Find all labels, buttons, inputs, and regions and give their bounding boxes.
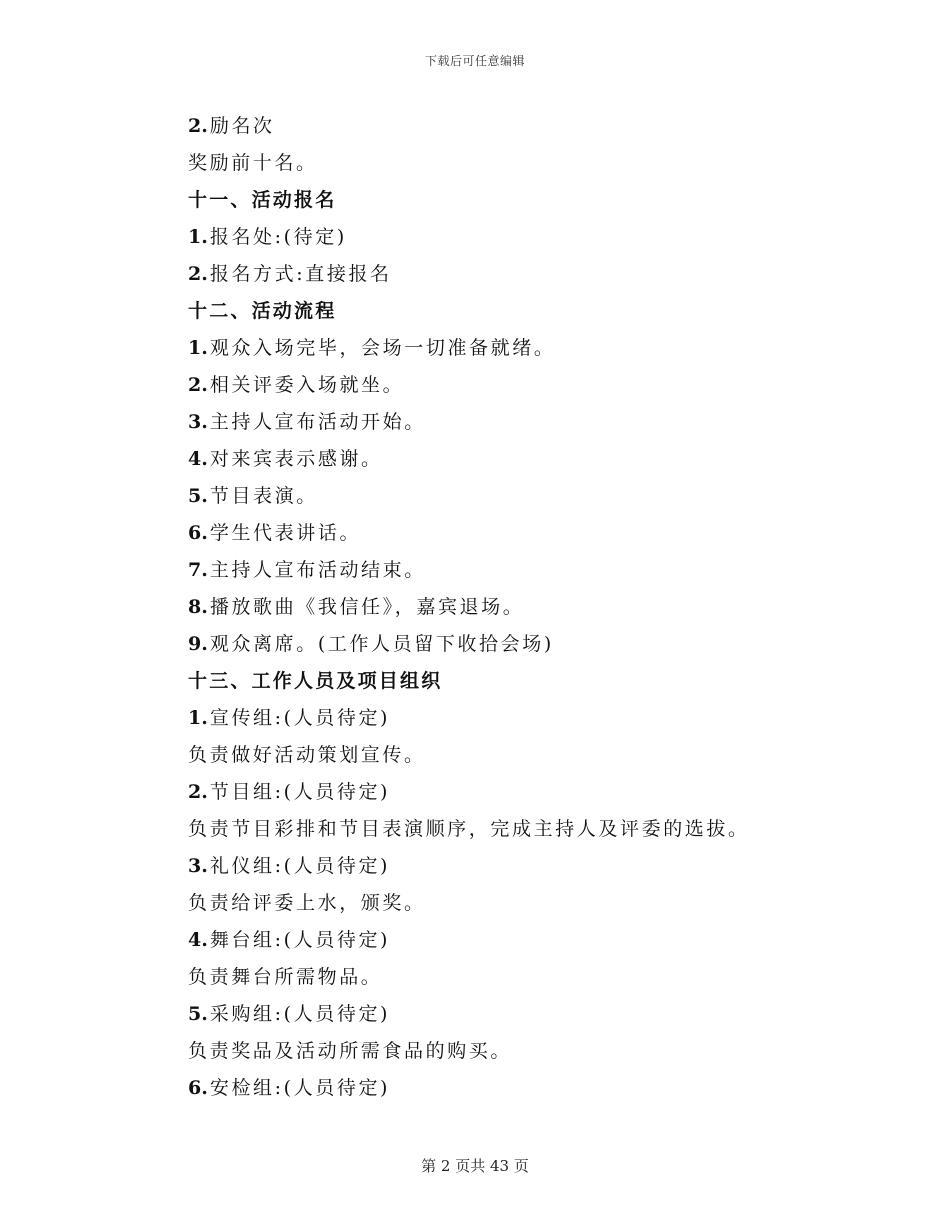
list-item [188,108,808,145]
line-text: 节目组:(人员待定) [209,781,391,803]
item-number: 2. [188,374,208,396]
paragraph-line [188,145,808,182]
item-number: 5. [188,1003,208,1025]
line-text: 学生代表讲话。 [209,522,362,544]
line-text: 负责做好活动策划宣传。 [188,744,426,766]
line-text: 报名处:(待定) [209,226,347,248]
list-item [188,848,808,885]
line-text: 观众入场完毕，会场一切准备就绪。 [209,337,556,359]
line-text: 宣传组:(人员待定) [209,707,391,729]
list-item [188,478,808,515]
item-number: 9. [188,633,208,655]
line-text: 节目表演。 [209,485,318,507]
item-number: 3. [188,855,208,877]
line-text: 主持人宣布活动结束。 [209,559,426,581]
list-item [188,589,808,626]
item-number: 7. [188,559,208,581]
list-item [188,552,808,589]
line-text: 对来宾表示感谢。 [209,448,383,470]
list-item [188,626,808,663]
item-number: 4. [188,929,208,951]
item-number: 2. [188,781,208,803]
list-item [188,1070,808,1107]
list-item [188,256,808,293]
line-text: 奖励前十名。 [188,152,318,174]
line-text: 负责奖品及活动所需食品的购买。 [188,1040,513,1062]
item-number: 1. [188,707,208,729]
line-text: 舞台组:(人员待定) [209,929,391,951]
line-text: 负责给评委上水，颁奖。 [188,892,426,914]
page-footer: 第 2 页共 43 页 [421,1157,529,1175]
list-item [188,367,808,404]
page-header: 下载后可任意编辑 [424,54,525,68]
line-text: 安检组:(人员待定) [209,1077,391,1099]
line-text: 十一、活动报名 [188,189,337,211]
list-item [188,700,808,737]
line-text: 报名方式:直接报名 [209,263,392,285]
document-body [188,108,808,1107]
item-number: 1. [188,337,208,359]
line-text: 采购组:(人员待定) [209,1003,391,1025]
list-item [188,441,808,478]
line-text: 礼仪组:(人员待定) [209,855,391,877]
section-heading [188,663,808,700]
list-item [188,922,808,959]
list-item [188,515,808,552]
item-number: 3. [188,411,208,433]
section-heading [188,182,808,219]
line-text: 负责舞台所需物品。 [188,966,383,988]
item-number: 4. [188,448,208,470]
line-text: 十三、工作人员及项目组织 [188,670,443,692]
item-number: 1. [188,226,208,248]
paragraph-line [188,959,808,996]
list-item [188,219,808,256]
list-item [188,404,808,441]
line-text: 观众离席。(工作人员留下收拾会场) [209,633,554,655]
list-item [188,774,808,811]
paragraph-line [188,811,808,848]
list-item [188,330,808,367]
item-number: 8. [188,596,208,618]
paragraph-line [188,1033,808,1070]
item-number: 6. [188,522,208,544]
item-number: 6. [188,1077,208,1099]
line-text: 相关评委入场就坐。 [209,374,405,396]
item-number: 2. [188,263,208,285]
section-heading [188,293,808,330]
line-text: 播放歌曲《我信任》，嘉宾退场。 [209,596,525,618]
item-number: 5. [188,485,208,507]
item-number: 2. [188,115,208,137]
list-item [188,996,808,1033]
line-text: 十二、活动流程 [188,300,337,322]
paragraph-line [188,737,808,774]
paragraph-line [188,885,808,922]
line-text: 主持人宣布活动开始。 [209,411,426,433]
line-text: 负责节目彩排和节目表演顺序，完成主持人及评委的选拔。 [188,818,750,840]
line-text: 励名次 [209,115,275,137]
